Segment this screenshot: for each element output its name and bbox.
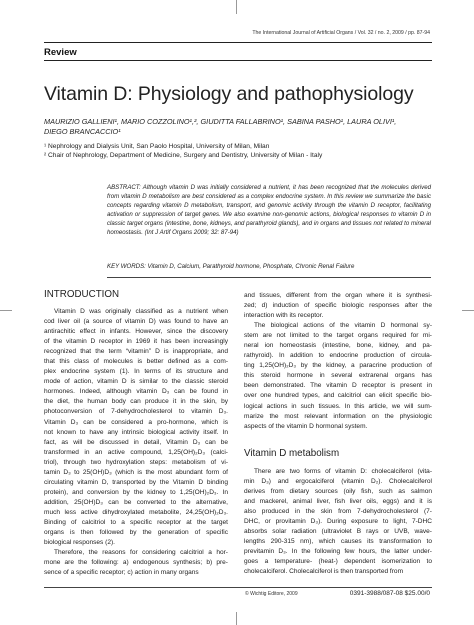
text-line: of the vitamin D receptor in 1969 it has been increasingly [44,338,228,346]
text-line: neral ion homeostasis (intestine, bone, kidney, and pa- [244,342,432,350]
crop-mark [0,310,12,311]
text-line: tamin D₃ to 25(OH)D₃ (which is the most abundant form of [44,468,228,476]
text-line: fact, as will be discussed in detail, Vitamin D₃ can be [44,438,228,446]
text-line: There are two forms of vitamin D: cholecalciferol (vita- [254,468,432,475]
keywords-rule [107,277,431,278]
text-line: lengths 290-315 nm), which causes its transformation to [244,538,432,546]
text-line: biological responses (2). [44,539,115,547]
affiliation: ² Chair of Nephrology, Department of Medicine, Surgery and Dentistry, University of Milan - Italy [44,152,323,159]
header-rule [44,42,432,43]
section-heading-introduction: INTRODUCTION [44,289,120,300]
text-line: Therefore, the reasons for considering calcitriol a hor- [54,549,228,557]
text-line: rathyroid). In addition to endocrine production of circula- [244,352,432,360]
text-line: protein), and conversion by the kidney to 1,25(OH)₂D₃. In [44,488,228,496]
right-column-body-bottom [244,467,432,578]
text-line: marize the most relevant information on the physiologic [244,412,432,420]
text-line: The biological actions of the vitamin D hormonal sy- [254,322,432,330]
text-line: derives from dietary sources (oily fish, such as salmon [244,488,432,496]
text-line: and mackerel, animal liver, fish liver oils, eggs) and it is [244,498,432,506]
crop-mark [462,310,474,311]
text-line: plex endocrine system (1). In terms of its structure and [44,368,228,376]
section-heading-vitamin-d-metabolism: Vitamin D metabolism [244,448,340,459]
keywords: KEY WORDS: Vitamin D, Calcium, Parathyroid hormone, Phosphate, Chronic Renal Failure [107,263,355,270]
text-line: absorbs solar radiation (ultraviolet B rays or UVB, wave- [244,528,432,536]
right-column-body-top [244,291,432,432]
text-line: logical actions in such tissues. In this article, we will sum- [244,402,432,410]
text-line: photoconversion of 7-dehydrocholesterol to vitamin D₃. [44,408,228,416]
text-line: circulating vitamin D, transported by the Vitamin D binding [44,478,228,486]
text-line: recognized that the term “vitamin” D is inappropriate, and [44,348,228,356]
section-label: Review [44,47,77,58]
text-line: aspects of the vitamin D hormonal system. [244,422,368,430]
issn-code: 0391-3988/087-08 $25.00/0 [349,590,430,597]
text-line: Binding of calcitriol to a specific receptor at the target [44,518,228,526]
text-line: cholecalciferol. Cholecalciferol is then transported from [244,568,404,576]
section-rule [44,60,432,61]
text-line: antirachitic effect in infants. However, since the discovery [44,328,228,336]
affiliation: ¹ Nephrology and Dialysis Unit, San Paolo Hospital, University of Milan, Milan [44,143,270,150]
text-line: DHC, or provitamin D₃). During exposure to light, 7-DHC [244,518,432,526]
left-column-body [44,307,228,578]
text-line: addition, 25(OH)D₃ can be converted to the alternative, [44,498,228,506]
abstract: ABSTRACT: Although vitamin D was initially considered a nutrient, it has been recognized that the molecules derived from vitamin D metabolism are best considered as a complex endocrine system. In this review we summarize the basic concepts regarding vitamin D metabolism, transport, and genomic activity through the vitamin D receptor, facilitating activation or suppression of target genes. We also examine non-genomic actions, biological responses to vitamin D in classic target organs (intestine, bone, kidneys, and parathyroid glands), and in organs and tissues not related to mineral homeostasis. (Int J Artif Organs 2009; 32: 87-94) [107,184,431,236]
text-line: hormones. Indeed, although vitamin D₃ can be found in [44,388,228,396]
text-line: the diet, the human body can produce it in the skin, by [44,398,228,406]
text-line: been demonstrated. The vitamin D receptor is present in [244,382,432,390]
text-line: also produced in the skin from 7-dehydrocholesterol (7- [244,508,432,516]
text-line: stem are not limited to the target organs required for mi- [244,332,432,340]
text-line: cod liver oil (a source of vitamin D) was found to have an [44,318,228,326]
text-line: zed; d) induction of specific biologic responses after the [244,302,432,310]
text-line: sence of a specific receptor; c) action in many organs [44,569,199,577]
text-line: Vitamin D was originally classified as a nutrient when [54,308,228,315]
text-line: Vitamin D₃ can be considered a pro-hormone, which is [44,418,228,426]
text-line: much less active dihydroxylated metabolite, 24,25(OH)₂D₃. [44,508,228,516]
text-line: over one hundred types, and calcitriol can elicit specific bio- [244,392,432,400]
text-line: goes a temperature- (heat-) dependent isomerization to [244,558,432,566]
text-line: and tissues, different from the organ where it is synthesi- [244,292,432,299]
text-line: this steroid hormone in several extrarenal organs has [244,372,432,380]
author-line: MAURIZIO GALLIENI¹, MARIO COZZOLINO¹,², GIUDITTA FALLABRINO¹, SABINA PASHO¹, LAURA OLIVI¹, [44,117,397,126]
running-head: The International Journal of Artificial Organs / Vol. 32 / no. 2, 2009 / pp. 87-94 [252,30,430,36]
author-list [44,117,434,137]
author-line: DIEGO BRANCACCIO¹ [44,127,121,136]
crop-mark [236,0,237,14]
text-line: mode of action, vitamin D is similar to the classic steroid [44,378,228,386]
text-line: ting 1,25(OH)₂D₃ by the kidney, a paracrine production of [244,362,432,370]
article-title: Vitamin D: Physiology and pathophysiology [44,83,414,105]
text-line: organs is then followed by the generation of specific [44,529,228,537]
text-line: mone are the following: a) endogenous synthesis; b) pre- [44,559,228,567]
text-line: previtamin D₃. In the following few hours, the latter under- [244,548,432,556]
text-line: that this class of molecules is better defined as a com- [44,358,228,366]
text-line: triol), through two hydroxylation steps: metabolism of vi- [44,458,228,466]
text-line: min D₃) and ergocalciferol (vitamin D₂). Cholecalciferol [244,478,432,486]
footer-rule [44,587,432,588]
copyright-notice: © Wichtig Editore, 2009 [245,591,298,597]
text-line: transformed in an active compound, 1,25(OH)₂D₃ (calci- [44,448,228,456]
text-line: interaction with its receptor. [244,312,324,320]
crop-mark [236,612,237,625]
text-line: not known to have any intrinsic biological activity itself. In [44,428,228,436]
